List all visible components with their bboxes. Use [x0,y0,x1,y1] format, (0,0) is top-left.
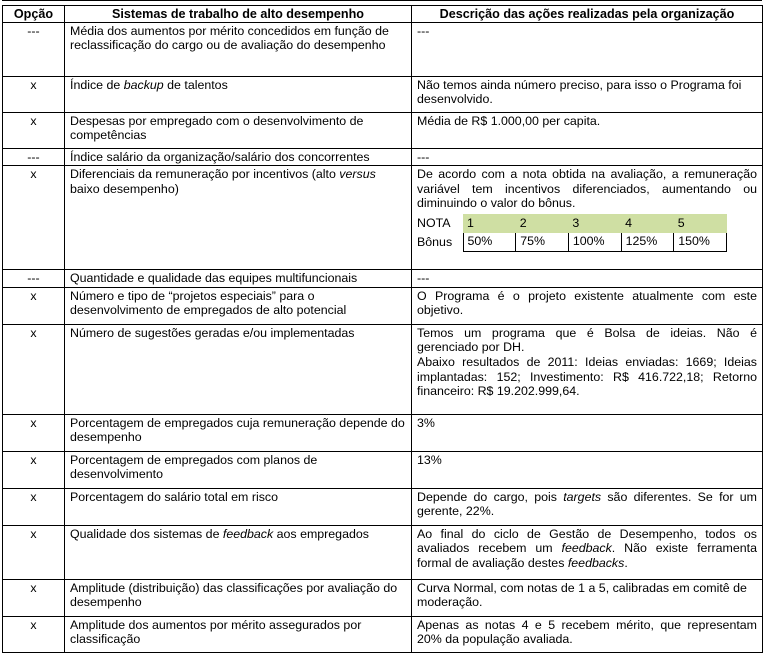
table-row [3,287,763,324]
table-row [3,488,763,525]
table-row [3,579,763,616]
system-cell: Índice salário da organização/salário dos concorrentes [65,148,412,166]
table-row [3,148,763,166]
system-cell: Número e tipo de “projetos especiais” para o desenvolvimento de empregados de alto potencial [65,287,412,324]
system-cell: Porcentagem de empregados cuja remuneração depende do desempenho [65,414,412,451]
system-cell: Índice de backup de talentos [65,76,412,112]
bonus-value: 100% [568,233,621,252]
system-cell: Diferenciais da remuneração por incentivos (alto versus baixo desempenho) [65,166,412,270]
header-descricao: Descrição das ações realizadas pela organização [412,6,763,23]
option-cell: x [3,616,65,652]
description-cell: Não temos ainda número preciso, para isso o Programa foi desenvolvido. [412,76,763,112]
bonus-table [417,214,727,252]
option-cell: x [3,579,65,616]
bonus-value: 75% [516,233,569,252]
table-row [3,324,763,414]
description-cell: 3% [412,414,763,451]
bonus-label: Bônus [417,234,453,249]
system-cell: Número de sugestões geradas e/ou implementadas [65,324,412,414]
nota-label: NOTA [417,215,451,230]
hr-systems-table [2,5,763,653]
description-cell: --- [412,270,763,288]
table-row [3,525,763,579]
table-row [3,616,763,652]
description-cell [412,166,763,270]
table-row [3,22,763,76]
option-cell: x [3,525,65,579]
nota-value: 1 [463,214,516,233]
description-cell: Curva Normal, com notas de 1 a 5, calibradas em comitê de moderação. [412,579,763,616]
option-cell: x [3,112,65,148]
description-cell: Ao final do ciclo de Gestão de Desempenho, todos os avaliados recebem um feedback. Não existe ferramenta formal de avaliação destes feedbacks. [412,525,763,579]
option-cell: x [3,414,65,451]
nota-value: 3 [568,214,621,233]
table-row [3,76,763,112]
nota-row [417,214,727,233]
description-cell: Depende do cargo, pois targets são diferentes. Se for um gerente, 22%. [412,488,763,525]
system-cell: Porcentagem do salário total em risco [65,488,412,525]
table-row [3,166,763,270]
nota-value: 5 [674,214,727,233]
option-cell: x [3,451,65,488]
table-row [3,112,763,148]
system-cell: Porcentagem de empregados com planos de desenvolvimento [65,451,412,488]
table-row [3,451,763,488]
system-cell: Qualidade dos sistemas de feedback aos empregados [65,525,412,579]
description-cell: 13% [412,451,763,488]
header-sistemas: Sistemas de trabalho de alto desempenho [65,6,412,23]
system-cell: Quantidade e qualidade das equipes multifuncionais [65,270,412,288]
system-cell: Média dos aumentos por mérito concedidos em função de reclassificação do cargo ou de avaliação do desempenho [65,22,412,76]
option-cell: x [3,324,65,414]
description-cell: O Programa é o projeto existente atualmente com este objetivo. [412,287,763,324]
option-cell: --- [3,270,65,288]
option-cell: x [3,488,65,525]
bonus-row [417,233,727,252]
system-cell: Amplitude dos aumentos por mérito assegurados por classificação [65,616,412,652]
table-row [3,270,763,288]
description-cell: --- [412,148,763,166]
description-cell: --- [412,22,763,76]
option-cell: --- [3,22,65,76]
description-cell [412,324,763,414]
bonus-value: 125% [621,233,674,252]
bonus-value: 150% [674,233,727,252]
description-text: De acordo com a nota obtida na avaliação, a remuneração variável tem incentivos diferenciados, aumentando ou diminuindo o valor do bônus. [417,167,757,211]
description-cell: Apenas as notas 4 e 5 recebem mérito, que representam 20% da população avaliada. [412,616,763,652]
bonus-value: 50% [463,233,516,252]
table-header-row [3,6,763,23]
option-cell: x [3,166,65,270]
table-row [3,414,763,451]
option-cell: x [3,76,65,112]
option-cell: x [3,287,65,324]
option-cell: --- [3,148,65,166]
system-cell: Amplitude (distribuição) das classificações por avaliação do desempenho [65,579,412,616]
nota-value: 2 [516,214,569,233]
header-opcao: Opção [3,6,65,23]
description-text: Abaixo resultados de 2011: Ideias enviadas: 1669; Ideias implantadas: 152; Investimento: R$ 416.722,18; Retorno financeiro: R$ 19.202.999,64. [417,354,757,399]
nota-value: 4 [621,214,674,233]
system-cell: Despesas por empregado com o desenvolvimento de competências [65,112,412,148]
description-text: Temos um programa que é Bolsa de ideias. Não é gerenciado por DH. [417,325,757,355]
cut-tick [246,0,258,1]
description-cell: Média de R$ 1.000,00 per capita. [412,112,763,148]
